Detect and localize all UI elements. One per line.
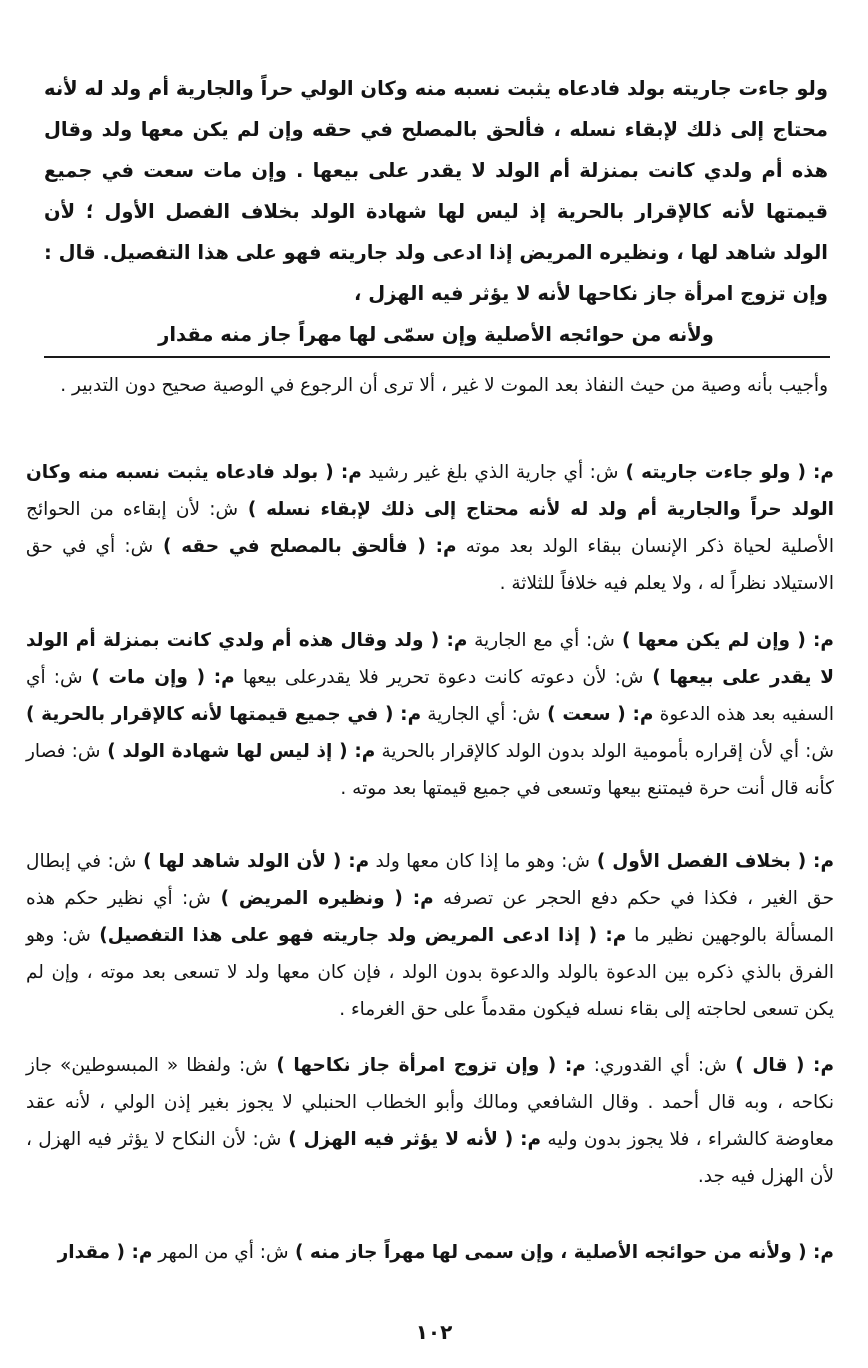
sharh-text: ش: أي جارية الذي بلغ غير رشيد [361, 462, 619, 483]
sharh-text: ش: أي الجارية [421, 704, 541, 725]
matn-quote: م: ( سعت ) [540, 704, 654, 725]
commentary-paragraph [26, 1047, 834, 1195]
matn-quote: م: ( قال ) [726, 1055, 834, 1076]
matn-quote: م: ( بخلاف الفصل الأول ) [589, 851, 834, 872]
matn-quote: م: ( ونظيره المريض ) [210, 888, 434, 909]
sharh-text: ش: وهو ما إذا كان معها ولد [369, 851, 590, 872]
sharh-text: ش: لأن النكاح لا يؤثر فيه الهزل ، لأن الهزل فيه جد. [26, 1129, 834, 1187]
page-number: ١٠٢ [415, 1320, 453, 1344]
sharh-text: ش: لأن إبقاءه من الحوائج الأصلية لحياة ذكر الإنسان ببقاء الولد بعد موته [26, 499, 834, 557]
matn-quote: م: ( في جميع قيمتها لأنه كالإقرار بالحرية ) [26, 704, 422, 725]
matn-last-line: ولأنه من حوائجه الأصلية وإن سمّى لها مهراً جاز منه مقدار [158, 323, 714, 346]
matn-quote: م: ( لأن الولد شاهد لها ) [136, 851, 370, 872]
separator-rule [44, 356, 830, 358]
sharh-text: ش: أي من المهر [152, 1242, 289, 1263]
matn-quote: م: ( إذ ليس لها شهادة الولد ) [100, 741, 376, 762]
commentary-paragraph [26, 1234, 834, 1271]
matn-quote: م: ( لأنه لا يؤثر فيه الهزل ) [281, 1129, 542, 1150]
sharh-text: ش: أي في حق الاستيلاد نظراً له ، ولا يعلم فيه خلافاً للثلاثة . [26, 536, 834, 594]
commentary-paragraph [52, 367, 828, 404]
commentary-paragraph [26, 454, 834, 602]
matn-quote: م: ( وإن تزوج امرأة جاز نكاحها ) [267, 1055, 586, 1076]
sharh-text: ش: فصار كأنه قال أنت حرة فيمتنع بيعها وتسعى في جميع قيمتها بعد موته . [26, 741, 834, 799]
sharh-text: ش: لأن دعوته كانت دعوة تحرير فلا يقدرعلى بيعها [234, 667, 644, 688]
sharh-text: ش: أي نظير حكم هذه المسألة بالوجهين نظير ما [26, 888, 834, 946]
matn-quote: م: ( وإن لم يكن معها ) [614, 630, 834, 651]
commentary-paragraph [26, 843, 834, 1028]
matn-quote: م: ( مقدار [57, 1242, 153, 1263]
sharh-text: وأجيب بأنه وصية من حيث النفاذ بعد الموت لا غير ، ألا ترى أن الرجوع في الوصية صحيح دون التدبير . [60, 375, 828, 396]
sharh-text: ش: في إبطال حق الغير ، فكذا في حكم دفع الحجر عن تصرفه [26, 851, 835, 909]
sharh-text: ش: وهو الفرق بالذي ذكره بين الدعوة بالولد والدعوة بدون الولد ، فإن كان معها ولد لا تسعى بعد موته ، وإن لم يكن تسعى لحاجته إلى بقاء نسله فيكون مقدماً على حق الغرماء . [26, 925, 834, 1020]
sharh-text: ش: أي لأن إقراره بأمومية الولد بدون الولد كالإقرار بالحرية [375, 741, 835, 762]
sharh-text: ش: ولفظا « المبسوطين» جاز نكاحه ، وبه قال أحمد . وقال الشافعي ومالك وأبو الخطاب الحنبلي لا يجوز بغير إذن الولي ، لأنه عقد معاوضة كالشراء ، فلا يجوز بدون وليه [26, 1055, 834, 1150]
matn-quote: م: ( وإن مات ) [82, 667, 235, 688]
matn-quote: م: ( بولد فادعاه يثبت نسبه منه وكان الولد حراً والجارية أم ولد له لأنه محتاج إلى ذلك لإبقاء نسله ) [26, 462, 834, 520]
sharh-text: ش: أي مع الجارية [467, 630, 615, 651]
matn-quote: م: ( ولو جاءت جاريته ) [618, 462, 834, 483]
matn-quote: م: ( ولد وقال هذه أم ولدي كانت بمنزلة أم الولد لا يقدر على بيعها ) [26, 630, 834, 688]
commentary-paragraph [26, 622, 834, 807]
matn-quote: م: ( ولأنه من حوائجه الأصلية ، وإن سمى لها مهراً جاز منه ) [288, 1242, 834, 1263]
matn-quote: م: ( فألحق بالمصلح في حقه ) [153, 536, 457, 557]
matn-text [44, 68, 828, 355]
sharh-text: ش: أي القدوري: [585, 1055, 727, 1076]
matn-quote: م: ( إذا ادعى المريض ولد جاريته فهو على هذا التفصيل) [90, 925, 627, 946]
sharh-text: ش: أي السفيه بعد هذه الدعوة [26, 667, 834, 725]
matn-body: ولو جاءت جاريته بولد فادعاه يثبت نسبه منه وكان الولي حراً والجارية أم ولد له لأنه محتاج إلى ذلك لإبقاء نسله ، فألحق بالمصلح في حقه وإن لم يكن معها ولد وقال هذه أم ولدي كانت بمنزلة أم الولد لا يقدر على بيعها . وإن مات سعت في جميع قيمتها لأنه كالإقرار بالحرية إذ ليس لها شهادة الولد بخلاف الفصل الأول ؛ لأن الولد شاهد لها ، ونظيره المريض إذا ادعى ولد جاريته فهو على هذا التفصيل. قال : وإن تزوج امرأة جاز نكاحها لأنه لا يؤثر فيه الهزل ، [44, 77, 828, 305]
